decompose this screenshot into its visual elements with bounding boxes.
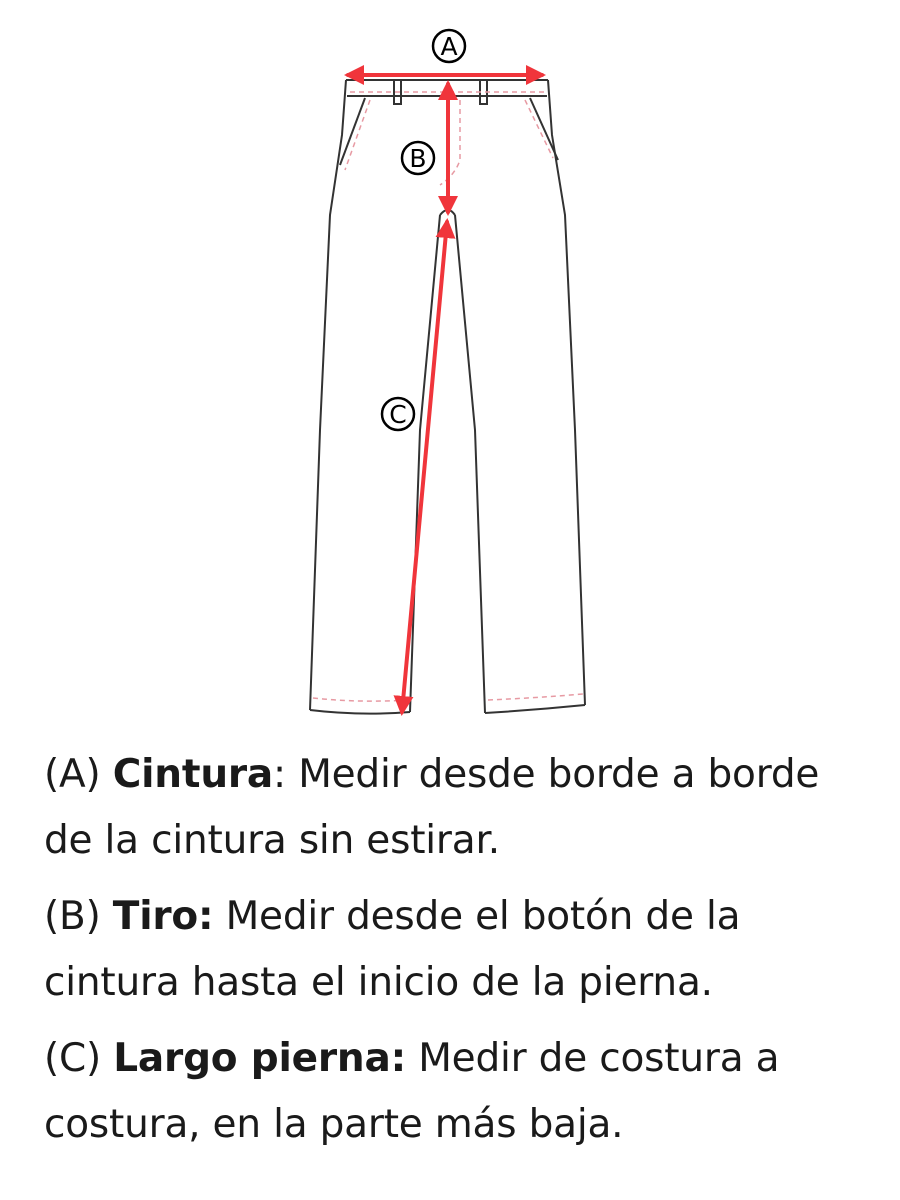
marker-c-label: C: [389, 400, 407, 429]
instruction-waist-description: Medir desde borde a borde de la cintura sin estirar.: [44, 752, 820, 863]
instruction-rise-separator: [213, 894, 225, 939]
measure-line-c-inseam: [402, 222, 447, 712]
right-inner-leg: [455, 215, 485, 713]
instruction-inseam: [44, 1026, 874, 1158]
instruction-waist: [44, 742, 874, 874]
marker-b: [402, 142, 434, 174]
instruction-inseam-description: Medir de costura a costura, en la parte más baja.: [44, 1036, 780, 1147]
right-pocket-edge: [530, 98, 558, 160]
instruction-inseam-term: Largo pierna:: [113, 1036, 407, 1081]
left-hem: [310, 710, 410, 714]
marker-b-label: B: [409, 144, 427, 173]
instruction-inseam-separator: [406, 1036, 418, 1081]
instruction-rise-description: Medir desde el botón de la cintura hasta el inicio de la pierna.: [44, 894, 741, 1005]
left-pocket-stitch: [345, 100, 370, 170]
marker-c: [382, 398, 414, 430]
marker-a-label: A: [440, 32, 458, 61]
right-hem-stitch: [488, 694, 583, 700]
instruction-waist-separator: :: [273, 752, 299, 797]
pants-left-outer-edge: [310, 80, 346, 710]
instruction-waist-term: Cintura: [112, 752, 274, 797]
marker-a: [433, 30, 465, 62]
instruction-rise-prefix: (B): [44, 894, 113, 939]
right-pocket-stitch: [525, 100, 553, 158]
pants-right-outer-edge: [548, 80, 585, 705]
right-hem: [485, 705, 585, 713]
instruction-inseam-prefix: (C): [44, 1036, 114, 1081]
instruction-rise-term: Tiro:: [112, 894, 214, 939]
instruction-rise: [44, 884, 874, 1016]
measurement-instructions: [44, 742, 874, 1168]
left-hem-stitch: [313, 698, 408, 701]
instruction-waist-prefix: (A): [44, 752, 113, 797]
measurement-lines: [348, 75, 542, 712]
